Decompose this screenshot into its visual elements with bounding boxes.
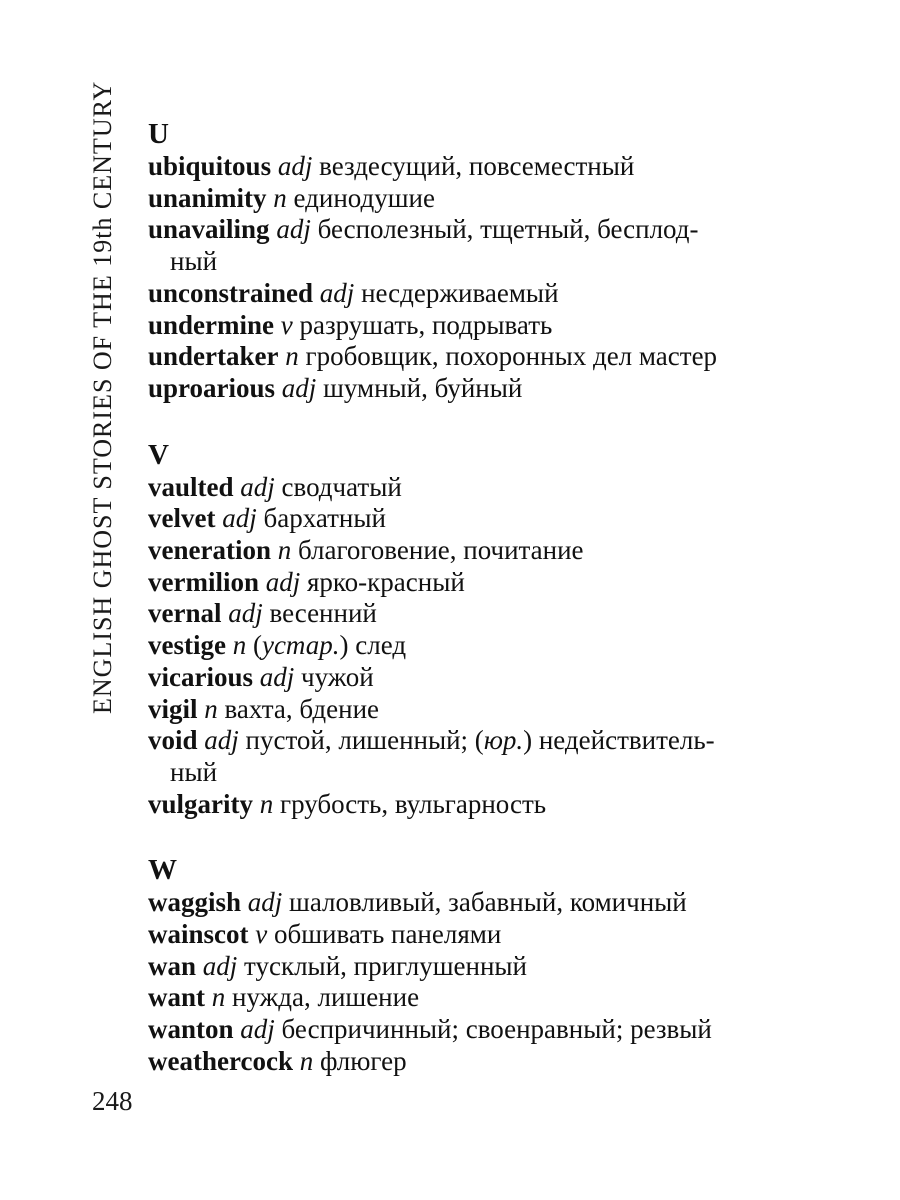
section-w bbox=[148, 853, 788, 1077]
entry-definition: разрушать, подрывать bbox=[299, 309, 553, 340]
entry-pos: adj bbox=[276, 214, 311, 245]
entry-pos: adj bbox=[240, 471, 275, 502]
running-head: ENGLISH GHOST STORIES OF THE 19th CENTURY bbox=[88, 80, 117, 714]
entry-headword: vigil bbox=[148, 693, 198, 724]
entry-definition: шаловливый, забавный, комичный bbox=[289, 887, 687, 918]
entry-pos: n bbox=[259, 788, 274, 819]
glossary-entry bbox=[148, 535, 788, 567]
entry-pos: n bbox=[285, 341, 299, 372]
entry-headword: vermilion bbox=[148, 566, 259, 597]
entry-headword: void bbox=[148, 725, 198, 756]
entry-pos: adj bbox=[281, 372, 317, 403]
entry-headword: want bbox=[148, 982, 206, 1013]
entry-pos: adj bbox=[265, 566, 301, 597]
entry-definition: тусклый, приглушенный bbox=[244, 950, 527, 981]
entry-headword: vulgarity bbox=[148, 788, 253, 819]
entry-pos: adj bbox=[259, 661, 295, 692]
glossary bbox=[148, 117, 788, 1078]
entry-pos: adj bbox=[240, 1014, 275, 1045]
entry-headword: vicarious bbox=[148, 661, 253, 692]
entry-definition: шумный, буйный bbox=[323, 372, 523, 403]
glossary-entry bbox=[148, 951, 788, 983]
glossary-entry bbox=[148, 789, 788, 821]
entry-definition: ) след bbox=[339, 630, 407, 661]
entry-headword: uproarious bbox=[148, 372, 276, 403]
entry-headword: waggish bbox=[148, 887, 242, 918]
entry-headword: veneration bbox=[148, 535, 271, 566]
entry-pos: adj bbox=[228, 598, 263, 629]
entry-definition-prefix: ( bbox=[252, 630, 262, 661]
entry-usage-label: устар. bbox=[261, 630, 340, 661]
glossary-entry bbox=[148, 341, 788, 373]
entry-headword: wanton bbox=[148, 1014, 234, 1045]
section-letter: V bbox=[148, 438, 169, 471]
entry-headword: unavailing bbox=[148, 214, 270, 245]
entry-definition: весенний bbox=[269, 598, 377, 629]
entry-pos: n bbox=[204, 693, 218, 724]
glossary-entry bbox=[148, 503, 788, 535]
entry-headword: weathercock bbox=[148, 1045, 293, 1076]
entry-definition: нужда, лишение bbox=[232, 982, 420, 1013]
glossary-entry bbox=[148, 567, 788, 599]
glossary-entry bbox=[148, 598, 788, 630]
glossary-entry bbox=[148, 151, 788, 183]
entry-definition: бесполезный, тщетный, бесплод- bbox=[317, 214, 699, 245]
glossary-entry bbox=[148, 982, 788, 1014]
page-number: 248 bbox=[92, 1086, 133, 1116]
entry-pos: n bbox=[277, 535, 292, 566]
entry-pos: adj bbox=[202, 950, 238, 981]
entry-pos: v bbox=[280, 309, 293, 340]
entry-definition: гробовщик, похоронных дел мастер bbox=[305, 341, 718, 372]
glossary-entry bbox=[148, 1046, 788, 1078]
entry-headword: undertaker bbox=[148, 341, 279, 372]
entry-definition: вахта, бдение bbox=[224, 693, 380, 724]
entry-pos: n bbox=[232, 630, 247, 661]
entry-headword: unanimity bbox=[148, 182, 267, 213]
section-letter: U bbox=[148, 118, 169, 150]
glossary-entry bbox=[148, 725, 788, 788]
entry-definition-prefix: пустой, лишенный; ( bbox=[245, 725, 484, 756]
entry-headword: undermine bbox=[148, 309, 275, 340]
glossary-entry bbox=[148, 472, 788, 504]
glossary-entry bbox=[148, 662, 788, 694]
entry-definition: несдерживаемый bbox=[361, 277, 559, 308]
entry-headword: wan bbox=[148, 950, 197, 981]
entry-headword: velvet bbox=[148, 503, 216, 534]
glossary-entry bbox=[148, 887, 788, 919]
entry-pos: adj bbox=[319, 277, 355, 308]
glossary-entry bbox=[148, 919, 788, 951]
entry-definition: беспричинный; своенравный; резвый bbox=[281, 1014, 712, 1045]
entry-definition: флюгер bbox=[319, 1045, 407, 1076]
entry-pos: n bbox=[273, 182, 287, 213]
entry-pos: adj bbox=[247, 887, 283, 918]
entry-definition: благоговение, почитание bbox=[297, 535, 584, 566]
entry-definition: сводчатый bbox=[281, 471, 402, 502]
glossary-entry bbox=[148, 183, 788, 215]
entry-headword: vernal bbox=[148, 598, 222, 629]
glossary-entry bbox=[148, 694, 788, 726]
entry-headword: vestige bbox=[148, 630, 226, 661]
entry-definition: ) недействитель- bbox=[523, 725, 715, 756]
entry-definition: бархатный bbox=[263, 503, 386, 534]
entry-pos: adj bbox=[204, 725, 239, 756]
glossary-entry bbox=[148, 278, 788, 310]
entry-definition: вездесущий, повсеместный bbox=[319, 151, 635, 181]
entry-usage-label: юр. bbox=[483, 725, 524, 756]
glossary-entry bbox=[148, 214, 788, 277]
glossary-entry bbox=[148, 1014, 788, 1046]
entry-definition: единодушие bbox=[293, 182, 435, 213]
entry-headword: wainscot bbox=[148, 919, 249, 950]
section-letter: W bbox=[148, 854, 177, 887]
entry-definition: ярко-красный bbox=[307, 566, 465, 597]
entry-continuation: ный bbox=[170, 246, 218, 277]
entry-pos: v bbox=[255, 919, 268, 950]
entry-headword: ubiquitous bbox=[148, 151, 272, 181]
entry-pos: n bbox=[299, 1045, 314, 1076]
entry-pos: n bbox=[211, 982, 226, 1013]
entry-headword: vaulted bbox=[148, 471, 234, 502]
entry-headword: unconstrained bbox=[148, 277, 314, 308]
section-u bbox=[148, 117, 788, 405]
entry-definition: грубость, вульгарность bbox=[280, 788, 547, 819]
entry-pos: adj bbox=[277, 151, 313, 181]
entry-definition: чужой bbox=[301, 661, 374, 692]
section-v bbox=[148, 438, 788, 821]
entry-continuation: ный bbox=[170, 756, 218, 787]
entry-definition: обшивать панелями bbox=[273, 919, 502, 950]
entry-pos: adj bbox=[222, 503, 257, 534]
glossary-entry bbox=[148, 373, 788, 405]
glossary-entry bbox=[148, 310, 788, 342]
glossary-entry bbox=[148, 630, 788, 662]
